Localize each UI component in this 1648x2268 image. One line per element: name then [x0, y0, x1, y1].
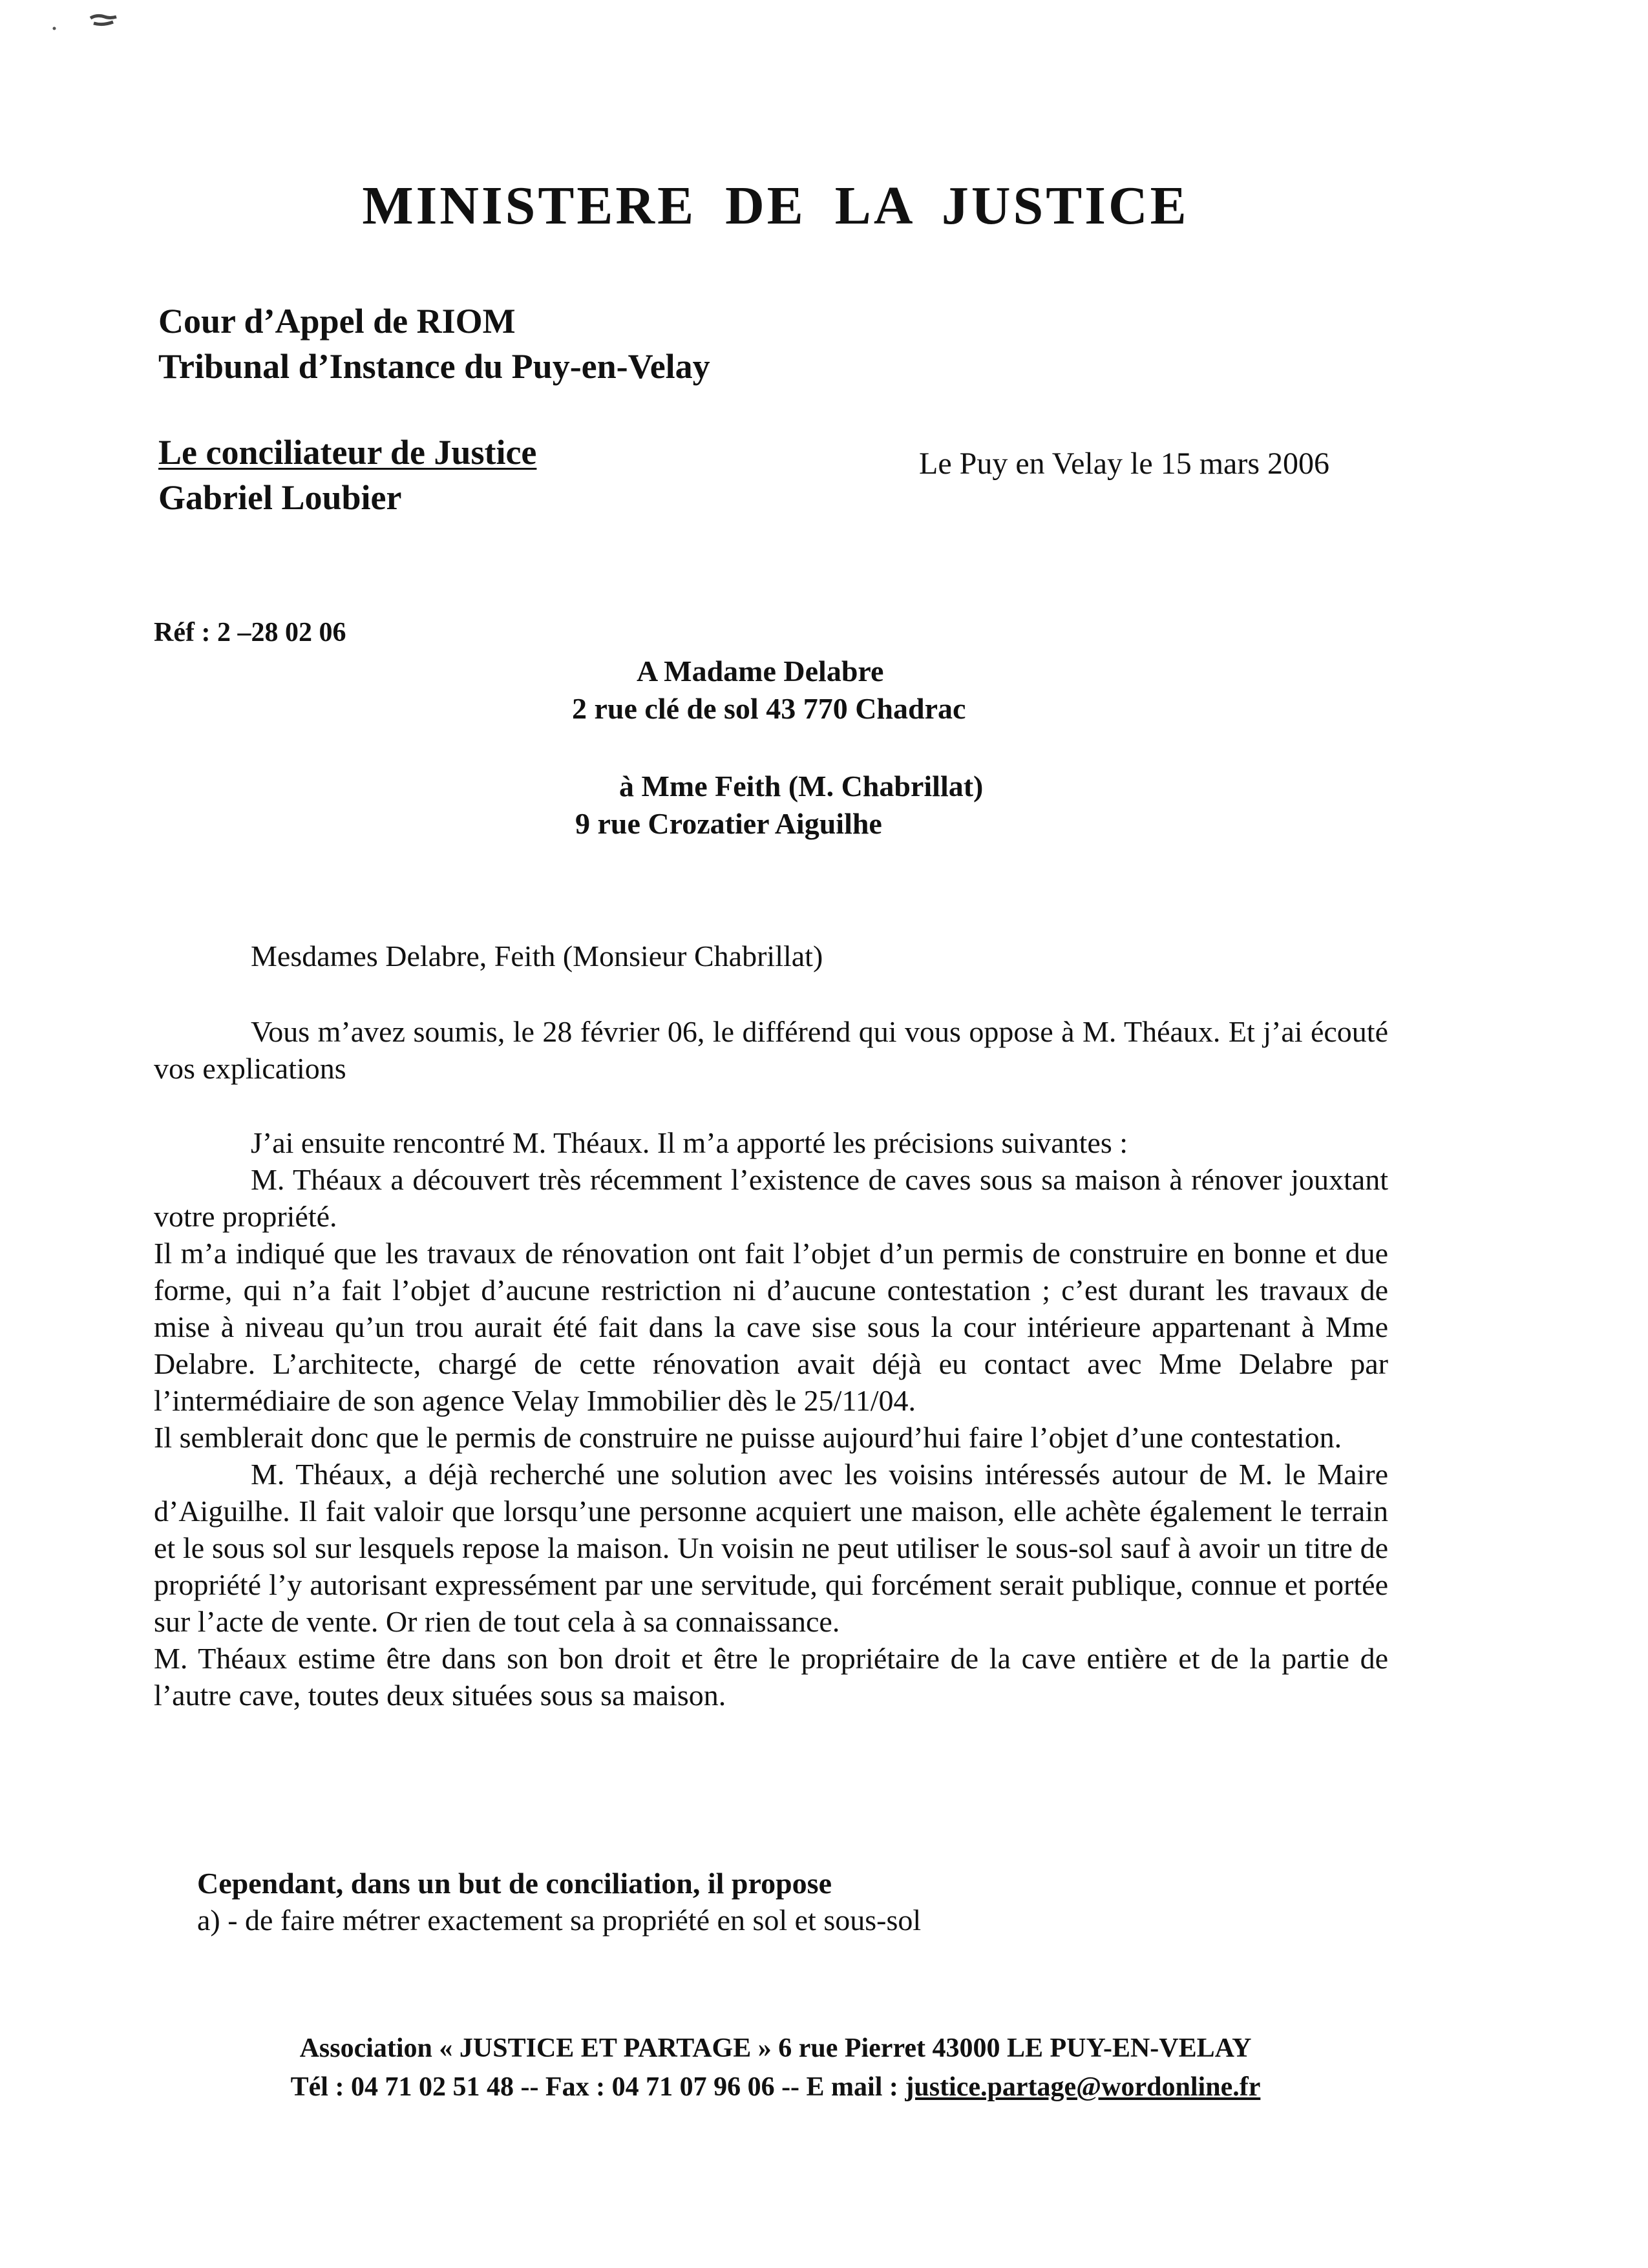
body-paragraphs: [154, 1124, 1388, 1714]
footer-email-link[interactable]: justice.partage@wordonline.fr: [905, 2072, 1261, 2102]
court-name: Cour d’Appel de RIOM: [158, 302, 516, 341]
scan-artifact: [45, 6, 123, 32]
salutation: Mesdames Delabre, Feith (Monsieur Chabrillat): [251, 940, 823, 972]
court-block: [158, 299, 710, 389]
paragraph-7: M. Théaux estime être dans son bon droit et être le propriétaire de la cave entière et de la partie de l’autre cave, toutes deux situées sous sa maison.: [154, 1642, 1388, 1712]
paragraph-6: M. Théaux, a déjà recherché une solution avec les voisins intéressés autour de M. le Maire d’Aiguilhe. Il fait valoir que lorsqu’une personne acquiert une maison, elle achète également le terrain et le sous sol sur lesquels repose la maison. Un voisin ne peut utiliser le sous-sol sauf à avoir un titre de propriété l’y autorisant expressément par une servitude, qui forcément serait publique, connue et portée sur l’acte de vente. Or rien de tout cela à sa connaissance.: [154, 1458, 1388, 1638]
conciliator-name: Gabriel Loubier: [158, 478, 402, 517]
tribunal-name: Tribunal d’Instance du Puy-en-Velay: [158, 347, 710, 386]
footer-phone-fax: Tél : 04 71 02 51 48 -- Fax : 04 71 07 96 06 -- E mail :: [290, 2072, 905, 2102]
paragraph-4: Il m’a indiqué que les travaux de rénovation ont fait l’objet d’un permis de construire en bonne et due forme, qui n’a fait l’objet d’aucune restriction ni d’aucune contestation ; c’est durant les travaux de mise à niveau qu’un trou aurait été fait dans la cave sise sous la cour intérieure appartenant à Mme Delabre. L’architecte, chargé de cette rénovation avait déjà eu contact avec Mme Delabre par l’intermédiaire de son agence Velay Immobilier dès le 25/11/04.: [154, 1237, 1388, 1417]
recipient-line-1: A Madame Delabre: [637, 655, 884, 688]
recipient-line-3: à Mme Feith (M. Chabrillat): [619, 770, 984, 803]
footer-contact: [0, 2068, 1551, 2106]
conciliator-block: [158, 430, 536, 520]
recipient-line-2: 2 rue clé de sol 43 770 Chadrac: [572, 692, 966, 725]
recipient-line-4: 9 rue Crozatier Aiguilhe: [575, 807, 882, 840]
footer-address: Association « JUSTICE ET PARTAGE » 6 rue Pierret 43000 LE PUY-EN-VELAY: [299, 2033, 1252, 2063]
paragraph-3: M. Théaux a découvert très récemment l’existence de caves sous sa maison à rénover jouxtant votre propriété.: [154, 1163, 1388, 1233]
paragraph-5: Il semblerait donc que le permis de construire ne puisse aujourd’hui faire l’objet d’une contestation.: [154, 1421, 1342, 1454]
ministry-title: MINISTERE DE LA JUSTICE: [362, 176, 1189, 236]
paragraph-text: Vous m’avez soumis, le 28 février 06, le différend qui vous oppose à M. Théaux. Et j’ai écouté vos explications: [154, 1015, 1388, 1085]
letter-date: Le Puy en Velay le 15 mars 2006: [919, 446, 1329, 481]
conciliator-title: Le conciliateur de Justice: [158, 433, 537, 472]
proposal-heading: Cependant, dans un but de conciliation, il propose: [197, 1867, 832, 1900]
proposal-item-a: a) - de faire métrer exactement sa propriété en sol et sous-sol: [197, 1904, 922, 1937]
reference: Réf : 2 –28 02 06: [154, 618, 346, 647]
paragraph-1: [154, 1013, 1388, 1087]
paragraph-2: J’ai ensuite rencontré M. Théaux. Il m’a apporté les précisions suivantes :: [251, 1126, 1128, 1159]
footer: [0, 2029, 1551, 2106]
